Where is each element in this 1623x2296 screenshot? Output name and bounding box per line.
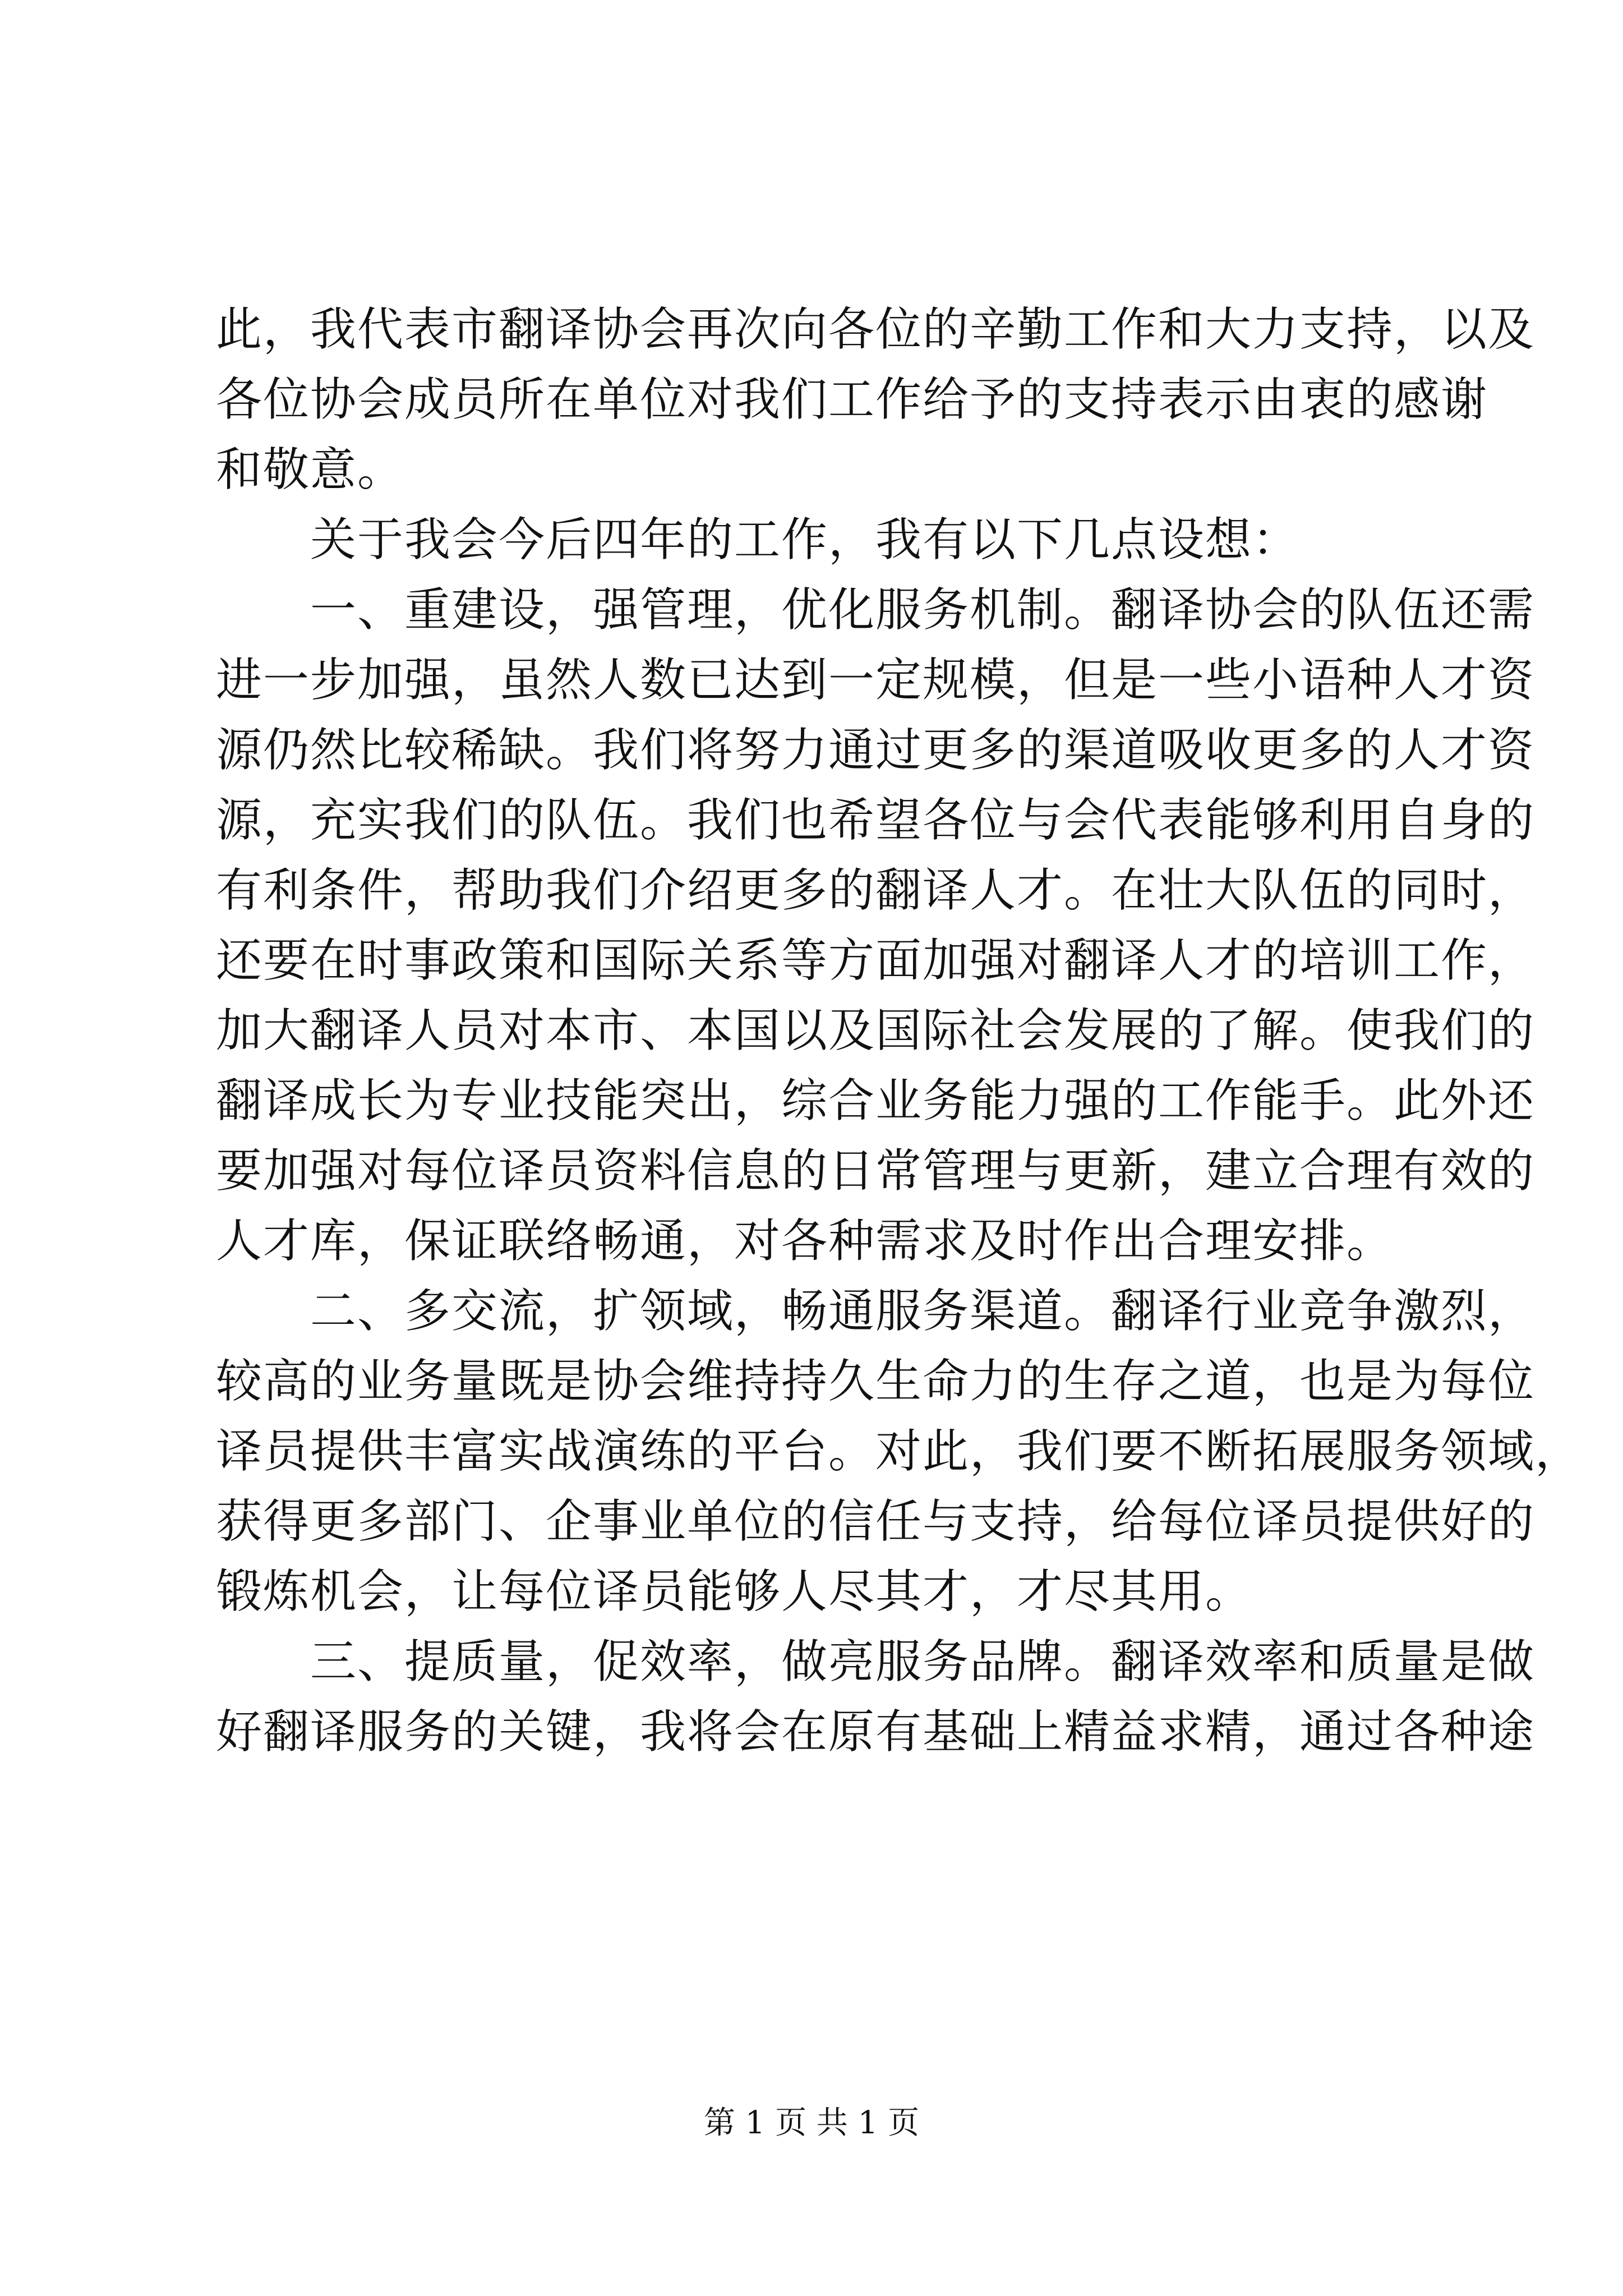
text-line: 人才库，保证联络畅通，对各种需求及时作出合理安排。 bbox=[216, 1214, 1394, 1268]
text-line: 进一步加强，虽然人数已达到一定规模，但是一些小语种人才资 bbox=[216, 654, 1536, 707]
text-line: 有利条件，帮助我们介绍更多的翻译人才。在壮大队伍的同时， bbox=[216, 864, 1536, 917]
text-line: 一、重建设，强管理，优化服务机制。翻译协会的队伍还需 bbox=[216, 583, 1536, 637]
text-line: 此，我代表市翻译协会再次向各位的辛勤工作和大力支持，以及 bbox=[216, 303, 1536, 356]
text-line: 和敬意。 bbox=[216, 443, 405, 496]
text-line: 要加强对每位译员资料信息的日常管理与更新，建立合理有效的 bbox=[216, 1144, 1536, 1198]
text-line: 还要在时事政策和国际关系等方面加强对翻译人才的培训工作， bbox=[216, 934, 1536, 987]
text-line: 好翻译服务的关键，我将会在原有基础上精益求精，通过各种途 bbox=[216, 1705, 1536, 1759]
text-line: 源，充实我们的队伍。我们也希望各位与会代表能够利用自身的 bbox=[216, 794, 1536, 847]
text-line: 二、多交流，扩领域，畅通服务渠道。翻译行业竞争激烈， bbox=[216, 1285, 1536, 1338]
text-line: 源仍然比较稀缺。我们将努力通过更多的渠道吸收更多的人才资 bbox=[216, 724, 1536, 777]
text-line: 加大翻译人员对本市、本国以及国际社会发展的了解。使我们的 bbox=[216, 1004, 1536, 1057]
text-line: 三、提质量，促效率，做亮服务品牌。翻译效率和质量是做 bbox=[216, 1635, 1536, 1688]
page-footer: 第 1 页 共 1 页 bbox=[703, 2105, 920, 2141]
text-line: 翻译成长为专业技能突出，综合业务能力强的工作能手。此外还 bbox=[216, 1074, 1536, 1128]
text-line: 译员提供丰富实战演练的平台。对此，我们要不断拓展服务领域， bbox=[216, 1425, 1583, 1478]
text-line: 关于我会今后四年的工作，我有以下几点设想： bbox=[216, 513, 1300, 567]
text-line: 较高的业务量既是协会维持持久生命力的生存之道，也是为每位 bbox=[216, 1355, 1536, 1408]
text-line: 获得更多部门、企事业单位的信任与支持，给每位译员提供好的 bbox=[216, 1495, 1536, 1548]
text-line: 各位协会成员所在单位对我们工作给予的支持表示由衷的感谢 bbox=[216, 373, 1488, 426]
document-body bbox=[216, 295, 1583, 1767]
text-line: 锻炼机会，让每位译员能够人尽其才，才尽其用。 bbox=[216, 1565, 1253, 1618]
